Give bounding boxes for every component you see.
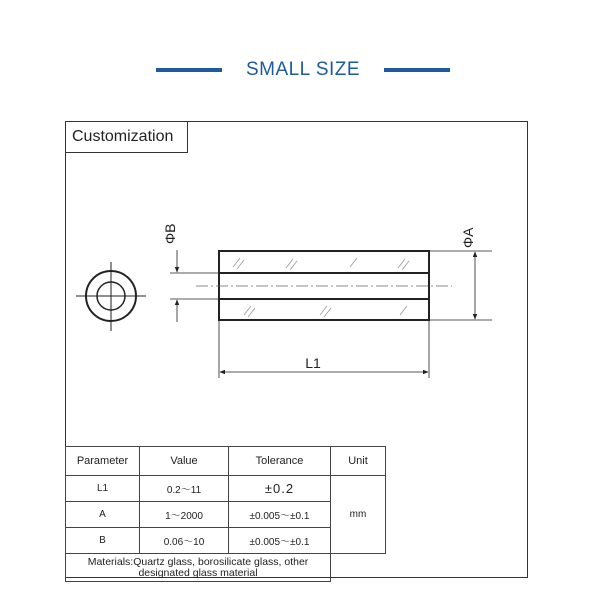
header-unit: Unit [331, 447, 386, 476]
table-header-row [66, 447, 386, 476]
dimension-a [429, 227, 492, 320]
section-title: SMALL SIZE [245, 59, 361, 80]
header-value: Value [140, 447, 229, 476]
materials-row [66, 554, 386, 582]
cell-unit: mm [331, 476, 386, 554]
table-row [66, 476, 386, 502]
panel-tag: Customization [66, 122, 188, 153]
cell-parameter: B [66, 528, 140, 554]
cell-value: 0.06～10 [140, 528, 229, 554]
cell-tolerance: ±0.2 [229, 476, 331, 502]
header-tolerance: Tolerance [229, 447, 331, 476]
dimension-b [162, 223, 219, 322]
materials-note: Materials:Quartz glass, borosilicate glass, other designated glass material [66, 554, 331, 582]
cell-value: 0.2～11 [140, 476, 229, 502]
glass-hatch-marks [233, 258, 409, 317]
cell-parameter: L1 [66, 476, 140, 502]
dimension-l1-label: L1 [305, 355, 321, 371]
cell-parameter: A [66, 502, 140, 528]
end-view [76, 262, 146, 331]
header-parameter: Parameter [66, 447, 140, 476]
cell-tolerance: ±0.005～±0.1 [229, 528, 331, 554]
dimension-b-label: ΦB [162, 223, 178, 244]
side-view [196, 251, 452, 320]
cell-value: 1～2000 [140, 502, 229, 528]
dimension-a-label: ΦA [460, 227, 476, 248]
parameter-table [65, 446, 386, 582]
cell-tolerance: ±0.005～±0.1 [229, 502, 331, 528]
dimension-l1 [219, 320, 429, 378]
